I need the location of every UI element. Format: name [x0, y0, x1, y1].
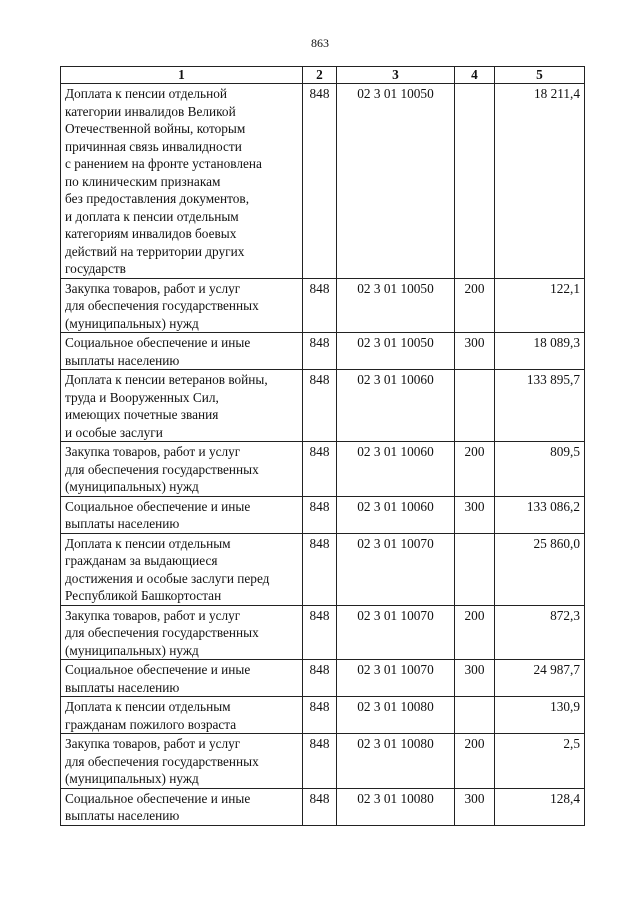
row-ministry-code-cell: 848 [303, 788, 337, 825]
row-ministry-code-cell: 848 [303, 333, 337, 370]
row-expense-type-cell: 200 [455, 605, 495, 660]
row-target-article-cell: 02 3 01 10050 [337, 278, 455, 333]
header-col-3: 3 [337, 67, 455, 84]
row-name-cell: Закупка товаров, работ и услуг для обеспечения государственных (муниципальных) нужд [61, 734, 303, 789]
row-name-cell: Доплата к пенсии ветеранов войны, труда и Вооруженных Сил, имеющих почетные звания и особые заслуги [61, 370, 303, 442]
page-number: 863 [311, 36, 329, 50]
row-expense-type-cell: 300 [455, 660, 495, 697]
table-row [61, 442, 585, 497]
row-target-article-cell: 02 3 01 10080 [337, 734, 455, 789]
row-ministry-code-cell: 848 [303, 660, 337, 697]
row-target-article-cell: 02 3 01 10050 [337, 84, 455, 279]
row-ministry-code-cell: 848 [303, 605, 337, 660]
row-target-article-cell: 02 3 01 10070 [337, 660, 455, 697]
header-col-2: 2 [303, 67, 337, 84]
row-amount-cell: 130,9 [495, 697, 585, 734]
row-ministry-code-cell: 848 [303, 496, 337, 533]
row-amount-cell: 25 860,0 [495, 533, 585, 605]
row-target-article-cell: 02 3 01 10070 [337, 533, 455, 605]
row-amount-cell: 18 089,3 [495, 333, 585, 370]
table-row [61, 605, 585, 660]
row-ministry-code-cell: 848 [303, 84, 337, 279]
row-expense-type-cell: 200 [455, 442, 495, 497]
table-row [61, 370, 585, 442]
table-row [61, 333, 585, 370]
row-ministry-code-cell: 848 [303, 533, 337, 605]
row-expense-type-cell: 300 [455, 496, 495, 533]
row-amount-cell: 128,4 [495, 788, 585, 825]
row-amount-cell: 809,5 [495, 442, 585, 497]
row-name-cell: Закупка товаров, работ и услуг для обеспечения государственных (муниципальных) нужд [61, 442, 303, 497]
row-expense-type-cell: 200 [455, 278, 495, 333]
row-expense-type-cell: 300 [455, 788, 495, 825]
table-row [61, 496, 585, 533]
row-expense-type-cell [455, 697, 495, 734]
row-amount-cell: 133 086,2 [495, 496, 585, 533]
row-amount-cell: 24 987,7 [495, 660, 585, 697]
row-expense-type-cell [455, 533, 495, 605]
row-name-cell: Социальное обеспечение и иные выплаты населению [61, 333, 303, 370]
row-name-cell: Закупка товаров, работ и услуг для обеспечения государственных (муниципальных) нужд [61, 278, 303, 333]
row-target-article-cell: 02 3 01 10060 [337, 496, 455, 533]
table-row [61, 788, 585, 825]
row-amount-cell: 122,1 [495, 278, 585, 333]
row-ministry-code-cell: 848 [303, 697, 337, 734]
row-expense-type-cell [455, 84, 495, 279]
row-name-cell: Доплата к пенсии отдельным гражданам за выдающиеся достижения и особые заслуги перед Республикой Башкортостан [61, 533, 303, 605]
header-col-5: 5 [495, 67, 585, 84]
row-ministry-code-cell: 848 [303, 734, 337, 789]
table-row [61, 278, 585, 333]
row-ministry-code-cell: 848 [303, 278, 337, 333]
table-row [61, 533, 585, 605]
table-body [61, 84, 585, 826]
table-row [61, 84, 585, 279]
header-col-1: 1 [61, 67, 303, 84]
row-name-cell: Социальное обеспечение и иные выплаты населению [61, 788, 303, 825]
row-expense-type-cell [455, 370, 495, 442]
row-target-article-cell: 02 3 01 10060 [337, 370, 455, 442]
row-name-cell: Доплата к пенсии отдельным гражданам пожилого возраста [61, 697, 303, 734]
row-target-article-cell: 02 3 01 10070 [337, 605, 455, 660]
row-target-article-cell: 02 3 01 10060 [337, 442, 455, 497]
row-target-article-cell: 02 3 01 10050 [337, 333, 455, 370]
table-header-row [61, 67, 585, 84]
row-name-cell: Закупка товаров, работ и услуг для обеспечения государственных (муниципальных) нужд [61, 605, 303, 660]
row-target-article-cell: 02 3 01 10080 [337, 788, 455, 825]
row-expense-type-cell: 300 [455, 333, 495, 370]
row-expense-type-cell: 200 [455, 734, 495, 789]
row-ministry-code-cell: 848 [303, 370, 337, 442]
row-amount-cell: 2,5 [495, 734, 585, 789]
row-target-article-cell: 02 3 01 10080 [337, 697, 455, 734]
row-amount-cell: 133 895,7 [495, 370, 585, 442]
table-row [61, 697, 585, 734]
table-row [61, 734, 585, 789]
row-amount-cell: 872,3 [495, 605, 585, 660]
budget-table [60, 66, 585, 826]
row-amount-cell: 18 211,4 [495, 84, 585, 279]
row-ministry-code-cell: 848 [303, 442, 337, 497]
row-name-cell: Социальное обеспечение и иные выплаты населению [61, 660, 303, 697]
row-name-cell: Социальное обеспечение и иные выплаты населению [61, 496, 303, 533]
row-name-cell: Доплата к пенсии отдельной категории инвалидов Великой Отечественной войны, которым причинная связь инвалидности с ранением на фронте установлена по клиническим признакам без предоставления документов, и доплата к пенсии отдельным категориям инвалидов боевых действий на территории других государств [61, 84, 303, 279]
table-row [61, 660, 585, 697]
header-col-4: 4 [455, 67, 495, 84]
